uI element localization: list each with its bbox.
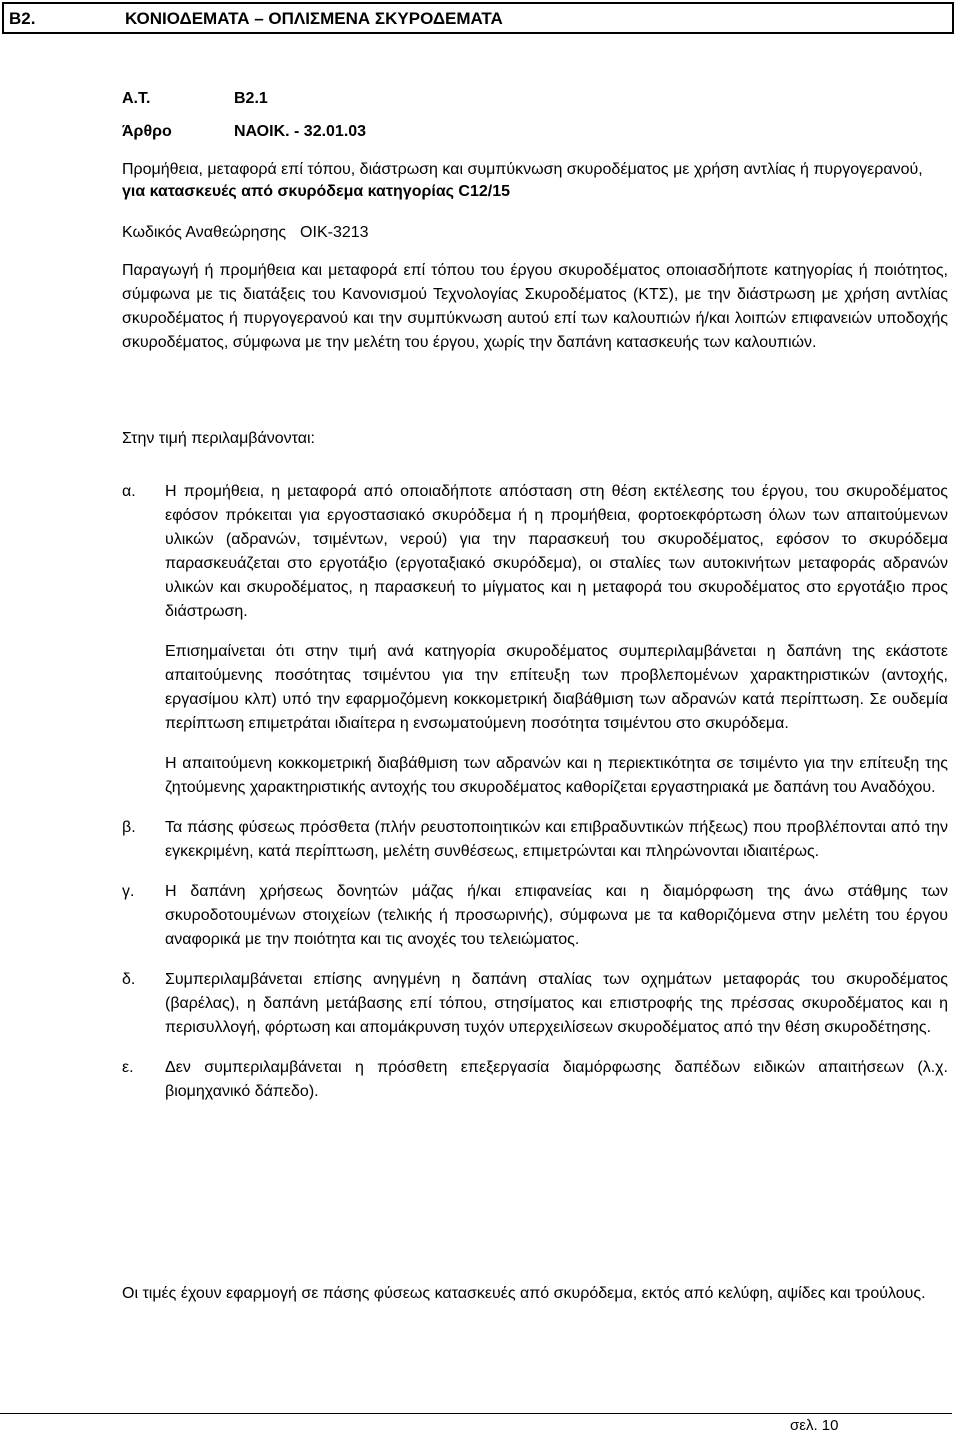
- included-items-list: [122, 480, 948, 1120]
- arthro-label: Άρθρο: [122, 123, 172, 140]
- item-marker: γ.: [122, 883, 135, 900]
- section-number: Β2.: [9, 9, 36, 28]
- at-row: [122, 90, 268, 108]
- at-value: Β2.1: [234, 90, 268, 107]
- item-paragraph: Η απαιτούμενη κοκκομετρική διαβάθμιση των αδρανών και η περιεκτικότητα σε τσιμέντο για την επίτευξη της ζητούμενης χαρακτηριστικής αντοχής του σκυροδέματος καθορίζεται εργαστηριακά με δαπάνη του Αναδόχου.: [165, 755, 948, 796]
- item-marker: ε.: [122, 1059, 134, 1076]
- at-label: Α.Τ.: [122, 90, 151, 107]
- item-marker: δ.: [122, 971, 136, 988]
- list-item: [122, 480, 948, 800]
- article-description: Παραγωγή ή προμήθεια και μεταφορά επί τόπου του έργου σκυροδέματος οποιασδήποτε κατηγορίας ή ποιότητος, σύμφωνα με τις διατάξεις του Κανονισμού Τεχνολογίας Σκυροδέματος (ΚΤΣ), με την διάστρωση με χρήση αντλίας σκυροδέματος ή πυργογερανού και την συμπύκνωση αυτού επί των καλουπιών ή/και λοιπών επιφανειών υποδοχής σκυροδέματος, σύμφωνα με την μελέτη του έργου, χωρίς την δαπάνη κατασκευής των καλουπιών.: [122, 262, 948, 351]
- item-paragraph: Η δαπάνη χρήσεως δονητών μάζας ή/και επιφανείας και η διαμόρφωση της άνω στάθμης των σκυροδοτουμένων στοιχείων (τελικής ή προσωρινής), σύμφωνα με τα καθοριζόμενα στην μελέτη του έργου αναφορικά με την ποιότητα και τις ανοχές του τελειώματος.: [165, 883, 948, 948]
- list-item: [122, 1056, 948, 1104]
- list-item: [122, 880, 948, 952]
- section-title: ΚΟΝΙΟΔΕΜΑΤΑ – ΟΠΛΙΣΜΕΝΑ ΣΚΥΡΟΔΕΜΑΤΑ: [125, 9, 503, 28]
- revision-code: [122, 224, 369, 242]
- list-item: [122, 968, 948, 1040]
- footer-divider: [0, 1413, 952, 1414]
- revision-code-value: ΟΙΚ-3213: [300, 224, 369, 241]
- arthro-value: ΝΑΟΙΚ. - 32.01.03: [234, 123, 367, 140]
- item-paragraph: Τα πάσης φύσεως πρόσθετα (πλήν ρευστοποιητικών και επιβραδυντικών πήξεως) που προβλέπονται από την εγκεκριμένη, κατά περίπτωση, μελέτη συνθέσεως, επιμετρώνται και πληρώνονται ιδιαιτέρως.: [165, 819, 948, 860]
- lead-bold-text: για κατασκευές από σκυρόδεμα κατηγορίας C12/15: [122, 183, 511, 200]
- closing-note: Οι τιμές έχουν εφαρμογή σε πάσης φύσεως κατασκευές από σκυρόδεμα, εκτός από κελύφη, αψίδες και τρούλους.: [122, 1285, 926, 1302]
- item-paragraph: Συμπεριλαμβάνεται επίσης ανηγμένη η δαπάνη σταλίας των οχημάτων μεταφοράς του σκυροδέματος (βαρέλας), η δαπάνη μετάβασης επί τόπου, στησίματος και επιστροφής της πρέσσας σκυροδέματος και η περισυλλογή, φόρτωση και απομάκρυνση τυχόν υπερχειλίσεων σκυροδέματος από την θέση σκυροδέτησης.: [165, 971, 948, 1036]
- list-item: [122, 816, 948, 864]
- includes-heading: Στην τιμή περιλαμβάνονται:: [122, 430, 315, 447]
- article-lead: [122, 159, 948, 203]
- lead-text: Προμήθεια, μεταφορά επί τόπου, διάστρωση και συμπύκνωση σκυροδέματος με χρήση αντλίας ή πυργογερανού,: [122, 161, 923, 178]
- section-header: [2, 2, 954, 34]
- item-paragraph: Επισημαίνεται ότι στην τιμή ανά κατηγορία σκυροδέματος συμπεριλαμβάνεται η δαπάνη της εκάστοτε απαιτούμενης ποσότητας τσιμέντου για την επίτευξη των προβλεπομένων χαρακτηριστικών (αντοχής, εργασίμου κλπ) υπό την εφαρμοζόμενη κοκκομετρική διαβάθμιση των αδρανών κατά περίπτωση. Σε ουδεμία περίπτωση επιμετράται ιδιαίτερα η ενσωματούμενη ποσότητα τσιμέντου στο σκυρόδεμα.: [165, 643, 948, 732]
- item-paragraph: Η προμήθεια, η μεταφορά από οποιαδήποτε απόσταση στη θέση εκτέλεσης του έργου, του σκυροδέματος εφόσον πρόκειται για εργοστασιακό σκυρόδεμα ή η προμήθεια, φορτοεκφόρτωση όλων των απαιτούμενων υλικών (αδρανών, τσιμέντων, νερού) για την παρασκευή του σκυροδέματος, εφόσον το σκυρόδεμα παρασκευάζεται στο εργοτάξιο (εργοταξιακό σκυρόδεμα), οι σταλίες των αυτοκινήτων μεταφοράς αδρανών υλικών και σκυροδέματος, η παρασκευή το μίγματος και η μεταφορά του σκυροδέματος στο εργοτάξιο προς διάστρωση.: [165, 483, 948, 620]
- item-paragraph: Δεν συμπεριλαμβάνεται η πρόσθετη επεξεργασία διαμόρφωσης δαπέδων ειδικών απαιτήσεων (λ.χ. βιομηχανικό δάπεδο).: [165, 1059, 948, 1100]
- page-number: σελ. 10: [790, 1417, 839, 1434]
- revision-code-label: Κωδικός Αναθεώρησης: [122, 224, 287, 241]
- arthro-row: [122, 123, 367, 141]
- item-marker: β.: [122, 819, 136, 836]
- item-marker: α.: [122, 483, 136, 500]
